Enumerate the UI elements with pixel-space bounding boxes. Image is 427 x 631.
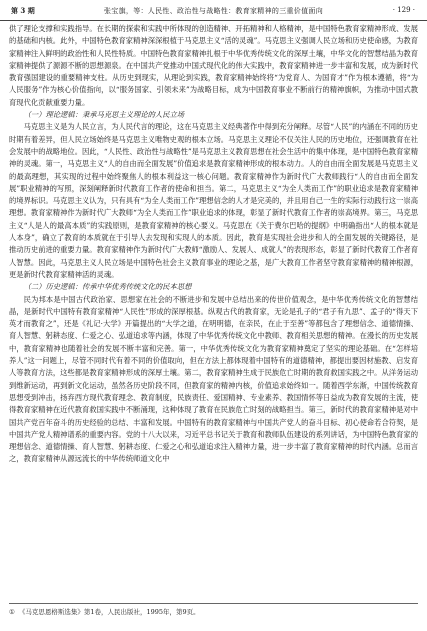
footnote-mark: ①: [9, 608, 15, 616]
page-number: · 129 ·: [392, 6, 415, 14]
running-title: 张宝旗，等：人民性、政治性与战略性：教育家精神的三重价值面向: [104, 7, 323, 15]
page-header: [0, 0, 427, 21]
issue-number: 第 3 期: [11, 6, 35, 15]
footnote-text: 《马克思恩格斯选集》第1卷，人民出版社，1995年，第9页。: [18, 608, 200, 616]
footnote: [9, 603, 418, 616]
article-body: [9, 23, 418, 466]
section-1-paragraph: 马克思主义是为人民立言，为人民代言的理论，这在马克思主义经典著作中得到充分阐释。尽管“人民”的内涵在不同的历史时期有着差异，但人民立场始终是马克思主义唯物史观的根本立场。马克思主义理论不仅关注人民的历史地位，还强调教育在社会发展中的战略地位。因此，“人民性、政治性与战略性”是马克思主义教育思想在社会生活中的集中体现，是中国特色教育家精神的灵魂。第一，马克思主义“人的自由而全面发展”价值追求是教育家精神形成的根本动力。人的自由而全面发展是马克思主义的最高理想，其实现的过程中始终聚焦人的根本利益这一核心问题。教育家精神作为新时代广大教师践行“人的自由而全面发展”职业精神的写照，深刻阐释新时代教育工作者的使命和担当。第二，马克思主义“为全人类而工作”的职业追求是教育家精神的境界标识。马克思主义认为，只有具有“为全人类而工作”理想信念的人才是完美的，并且用自己一生的实际行动践行这一崇高理想。教育家精神作为新时代广大教师“为全人类而工作”职业追求的体现，彰显了新时代教育工作者的崇高境界。第三，马克思主义“人是人的最高本质”的实践原则，是教育家精神的核心要义。马克思在《关于费尔巴哈的提纲》中明确指出“人的根本就是人本身”，确立了教育的本质就在于引导人去发现和实现人的本质。因此，教育是实现社会进步和人的全面发展的关键路径，是推动历史前进的重要力量。教育家精神作为新时代广大教师“激励人、发展人、成就人”的表现形态，彰显了新时代教育工作者育人智慧。因此，马克思主义人民立场是中国特色社会主义教育事业的理论之基，是广大教育工作者坚守教育家精神的精神根源，更是新时代教育家精神活的灵魂。: [9, 122, 418, 279]
section-heading-2: （二）历史逻辑：传承中华优秀传统文化的民本思想: [23, 282, 192, 292]
section-2-paragraph: 民为邦本是中国古代政治家、思想家在社会的不断进步和发展中总结出来的传世价值观念，是中华优秀传统文化的智慧结晶，是新时代中国特有教育家精神“人民性”形成的深厚根基。纵观古代的教育家，无论是孔子的“君子有九思”、孟子的“得天下英才而教育之”，还是《礼记·大学》开篇提出的“大学之道，在明明德，在亲民，在止于至善”等都包含了理想信念、道德情操、育人智慧、躬耕态度、仁爱之心、弘道追求等内涵，体现了中华优秀传统文化中教师、教育相关思想的精神。在漫长的历史发展中，教育家精神也随着社会的发展不断丰富和完善。第一，中华优秀传统文化为教育家精神奠定了坚实的理论基础。在“怎样培养人”这一问题上，尽管不同时代有着不同的价值取向，但在方法上都体现着中国特有的道德精神，都提出要因材施教、启发育人等教育方法，这些都是教育家精神形成的深厚土壤。第二，教育家精神生成于民族危亡时期的教育救国实践之中。从洋务运动到维新运动，再到新文化运动，虽然各历史阶段不同，但教育家的精神内核，价值追求始终如一。随着西学东渐，中国传统教育思想受到冲击，扬弃西方现代教育理念、教育制度，民族责任、爱国精神、专业素养、教国情怀等日益成为教育发展的主流，使得教育家精神在近代教育救国实践中不断涌现，这种体现了教育在民族危亡时刻的战略担当。第三，新时代的教育家精神是对中国共产党百年奋斗的历史经验的总结、丰富和发展。中国特有的教育家精神与中国共产党人的奋斗目标、初心使命若合符契，是中国共产党人精神谱系的重要内容。党的十八大以来，习近平总书记关于教育和教师队伍建设的系列讲话，为中国特色教育家的理想信念、道德情操、育人智慧、躬耕态度、仁爱之心和弘道追求注入精神力量，进一步丰富了教育家精神的时代内涵。总而言之，教育家精神从源远流长的中华传统师道文化中: [9, 294, 418, 464]
section-heading-1: （一）理论逻辑：秉承马克思主义理论的人民立场: [23, 110, 185, 120]
intro-paragraph: 供了理论支撑和实践指导。在长期的探索和实践中所体现的创造精神、开拓精神和人格精神，是中国特色教育家精神形成、发展的基础和内核。此外，中国特色教育家精神深深根植于马克思主义“活的灵魂”。马克思主义强调人民立场和历史使命感，为教育家精神注入鲜明的政治性和人民性特质。中国特色教育家精神扎根于中华优秀传统文化的深厚土壤，中华文化的智慧结晶为教育家精神提供了源源不断的思想源泉。在中国共产党推动中国式现代化的伟大实践中，教育家精神进一步丰富和发展，成为新时代教育强国建设的重要精神支柱。从历史到现实，从理论到实践，教育家精神始终将“为党育人、为国育才”作为根本遵循，将“为人民服务”作为核心价值指向，以“服务国家、引领未来”为战略目标，成为中国教育事业不断前行的精神旗帜，为推动中国式教育现代化贡献重要力量。: [9, 24, 418, 107]
